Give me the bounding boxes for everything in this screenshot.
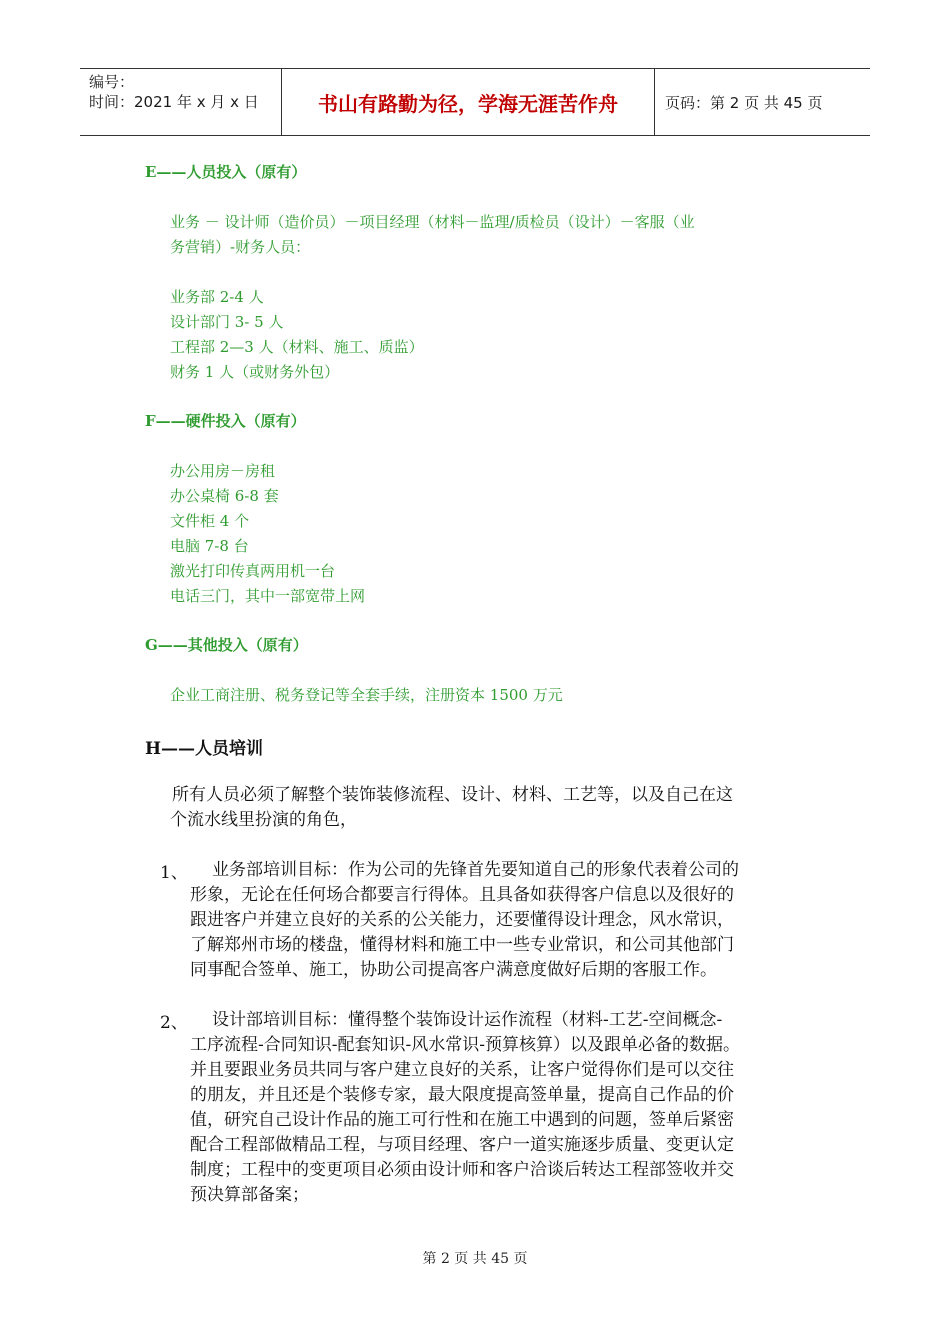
page-header [80,68,870,136]
header-motto: 书山有路勤为径，学海无涯苦作舟 [282,69,655,135]
item2-line: 的朋友，并且还是个装修专家，最大限度提高签单量，提高自己作品的价 [190,1085,734,1105]
item1-line: 业务部培训目标：作为公司的先锋首先要知道自己的形象代表着公司的 [212,860,739,880]
item2-line: 工序流程-合同知识-配套知识-风水常识-预算核算）以及跟单必备的数据。 [190,1035,740,1055]
time-label: 时间：2021 年 x 月 x 日 [89,93,259,111]
item2-line: 设计部培训目标：懂得整个装饰设计运作流程（材料-工艺-空间概念- [212,1010,723,1030]
section-f-item: 办公用房－房租 [170,462,276,480]
section-e-item: 工程部 2—3 人（材料、施工、质监） [170,338,424,356]
item2-line: 值，研究自己设计作品的施工可行性和在施工中遇到的问题，签单后紧密 [190,1110,734,1130]
section-f-title: F——硬件投入（原有） [145,412,306,430]
section-g-item: 企业工商注册、税务登记等全套手续，注册资本 1500 万元 [170,686,563,704]
section-f-item: 文件柜 4 个 [170,512,250,530]
section-h-title: H——人员培训 [145,739,264,759]
item1-number: 1、 [160,863,188,883]
item1-line: 形象，无论在任何场合都要言行得体。且具备如获得客户信息以及很好的 [190,885,734,905]
section-e-roles-line2: 务营销）-财务人员： [170,238,311,256]
item2-line: 预决算部备案； [190,1185,309,1205]
section-f-item: 办公桌椅 6-8 套 [170,487,279,505]
item2-number: 2、 [160,1013,188,1033]
header-page-info: 页码：第 2 页 共 45 页 [665,93,823,112]
section-e-item: 设计部门 3- 5 人 [170,313,284,331]
item2-line: 并且要跟业务员共同与客户建立良好的关系，让客户觉得你们是可以交往 [190,1060,734,1080]
intro-line: 个流水线里扮演的角色， [170,810,357,830]
item2-line: 配合工程部做精品工程，与项目经理、客户一道实施逐步质量、变更认定 [190,1135,734,1155]
section-e-title: E——人员投入（原有） [145,163,307,181]
item2-line: 制度；工程中的变更项目必须由设计师和客户洽谈后转达工程部签收并交 [190,1160,734,1180]
section-e-item: 业务部 2-4 人 [170,288,264,306]
item1-line: 了解郑州市场的楼盘，懂得材料和施工中一些专业常识，和公司其他部门 [190,935,734,955]
item1-line: 跟进客户并建立良好的关系的公关能力，还要懂得设计理念，风水常识， [190,910,734,930]
section-e-roles-line1: 业务 － 设计师（造价员）－项目经理（材料－监理/质检员（设计）－客服（业 [170,213,695,231]
intro-line: 所有人员必须了解整个装饰装修流程、设计、材料、工艺等，以及自己在这 [172,785,733,805]
item2-body [190,1008,830,1208]
page-footer: 第 2 页 共 45 页 [422,1251,528,1267]
section-f-item: 电话三门，其中一部宽带上网 [170,587,366,605]
item1-body [190,858,830,983]
section-h-intro [172,783,822,833]
section-g-title: G——其他投入（原有） [145,636,308,654]
item1-line: 同事配合签单、施工，协助公司提高客户满意度做好后期的客服工作。 [190,960,717,980]
section-e-item: 财务 1 人（或财务外包） [170,363,340,381]
number-label: 编号： [89,73,135,91]
header-meta [80,69,282,135]
section-f-item: 电脑 7-8 台 [170,537,249,555]
section-f-item: 激光打印传真两用机一台 [170,562,336,580]
